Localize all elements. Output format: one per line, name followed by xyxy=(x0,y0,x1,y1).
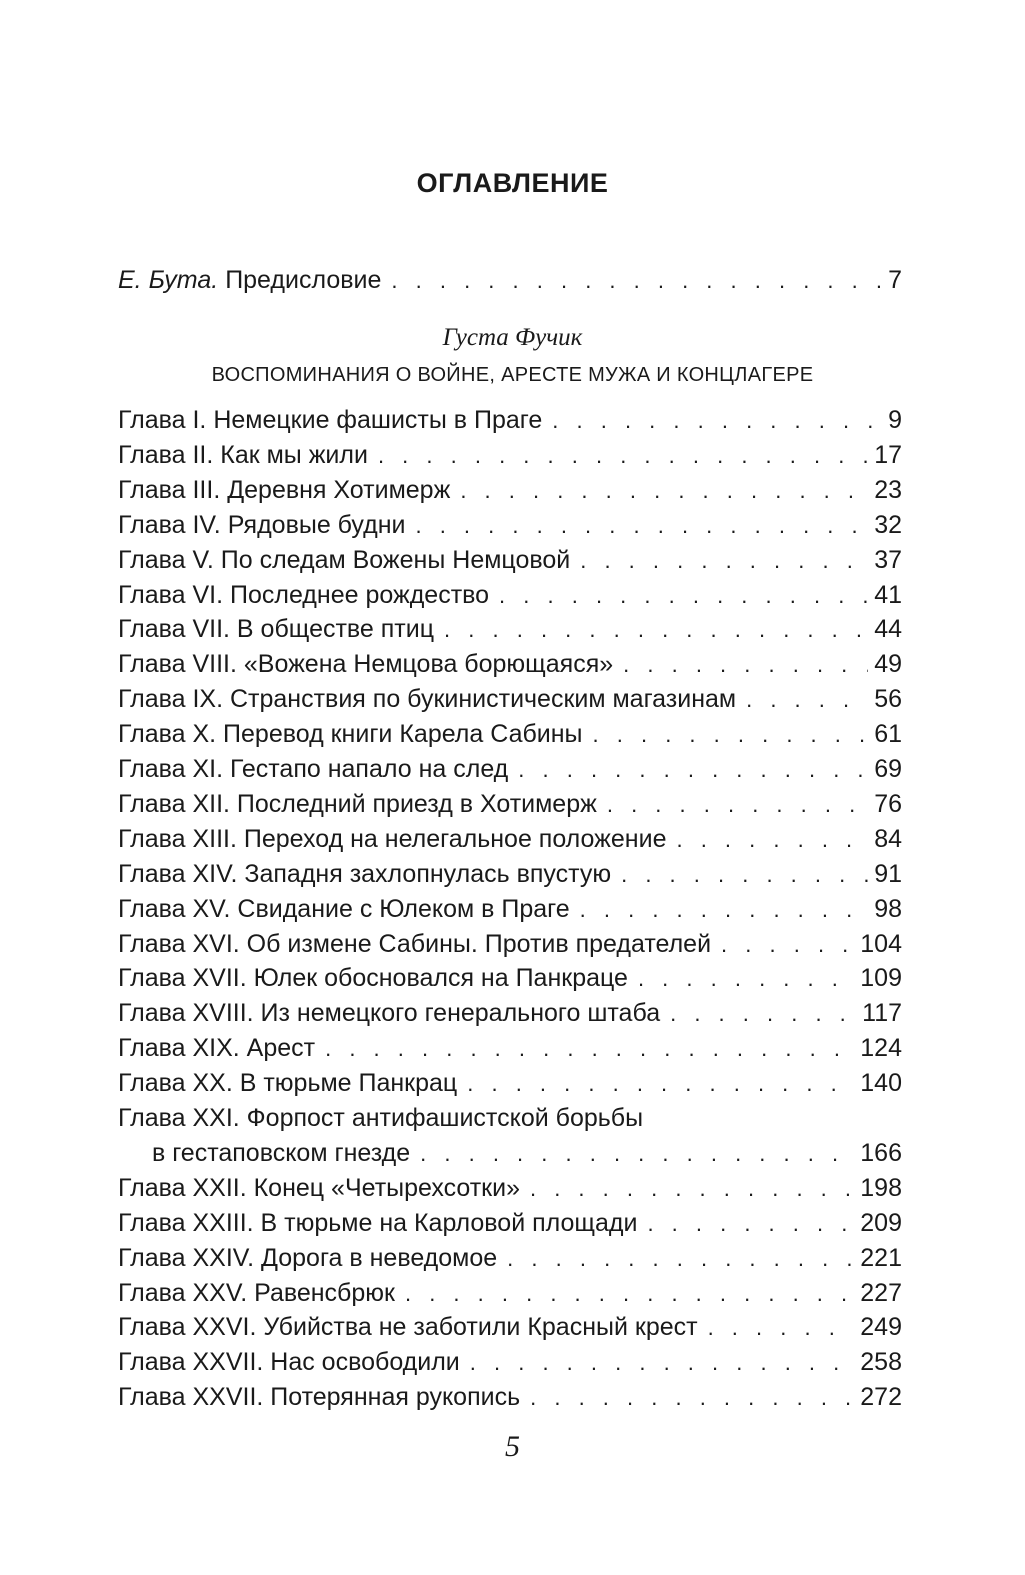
chapter-title-continuation: в гестаповском гнезде xyxy=(152,1138,411,1167)
toc-entry xyxy=(118,1345,902,1379)
toc-entry xyxy=(118,1241,902,1275)
toc-entry xyxy=(118,1031,902,1065)
dot-leader xyxy=(647,1207,854,1240)
page-number: 104 xyxy=(860,929,902,958)
page-number: 23 xyxy=(874,475,902,504)
page-number: 221 xyxy=(860,1243,902,1272)
page-number: 41 xyxy=(874,580,902,609)
toc-entry xyxy=(152,1136,902,1170)
toc-entry xyxy=(118,892,902,926)
chapter-title: Глава XXII. Конец «Четырехсотки» xyxy=(118,1173,520,1202)
page-number: 124 xyxy=(860,1034,902,1063)
page-number: 44 xyxy=(874,615,902,644)
dot-leader xyxy=(420,1137,854,1170)
page-number: 258 xyxy=(860,1348,902,1377)
preface-author: Е. Бута. xyxy=(118,266,219,294)
page-number: 32 xyxy=(874,510,902,539)
toc-entry xyxy=(118,1066,902,1100)
page-number: 7 xyxy=(888,266,902,294)
toc-entry xyxy=(118,1380,902,1414)
chapter-title: Глава XIX. Арест xyxy=(118,1034,316,1063)
toc-entry xyxy=(118,1101,902,1135)
toc-entry xyxy=(118,1276,902,1310)
toc-entry xyxy=(118,717,902,751)
dot-leader xyxy=(391,264,882,297)
dot-leader xyxy=(467,1067,854,1100)
toc-entry xyxy=(118,578,902,612)
chapter-title: Глава XXIII. В тюрьме на Карловой площади xyxy=(118,1208,638,1237)
chapter-title: Глава V. По следам Вожены Немцовой xyxy=(118,545,571,574)
toc-entry-preface xyxy=(118,263,902,297)
toc-entry xyxy=(118,1310,902,1344)
page-number: 37 xyxy=(874,545,902,574)
page-number: 9 xyxy=(888,406,902,434)
toc-entry xyxy=(118,961,902,995)
chapter-title: Глава XXVII. Потерянная рукопись xyxy=(118,1383,521,1412)
section-author: Густа Фучик xyxy=(442,324,583,351)
page-number: 140 xyxy=(860,1069,902,1098)
page-number: 84 xyxy=(874,824,902,853)
chapter-title: Глава XXV. Равенсбрюк xyxy=(118,1278,395,1307)
page-number: 227 xyxy=(860,1278,902,1307)
toc-entry xyxy=(118,682,902,716)
chapter-title: Глава VII. В обществе птиц xyxy=(118,615,435,644)
chapter-title: Глава XXVII. Нас освободили xyxy=(118,1348,460,1377)
chapter-title: Глава XXVI. Убийства не заботили Красный крест xyxy=(118,1313,698,1342)
page-number: 17 xyxy=(874,440,902,469)
section-subtitle: ВОСПОМИНАНИЯ О ВОЙНЕ, АРЕСТЕ МУЖА И КОНЦЛАГЕРЕ xyxy=(211,364,814,386)
folio-page-number: 5 xyxy=(505,1430,520,1463)
chapter-title: Глава XIII. Переход на нелегальное положение xyxy=(118,824,667,853)
page-number: 61 xyxy=(874,720,902,749)
dot-leader xyxy=(470,1346,855,1379)
page-number: 98 xyxy=(874,894,902,923)
chapter-title: Глава XXIV. Дорога в неведомое xyxy=(118,1243,498,1272)
toc-entry xyxy=(118,508,902,542)
page-number: 109 xyxy=(860,964,902,993)
dot-leader xyxy=(580,893,869,926)
dot-leader xyxy=(552,404,882,437)
dot-leader xyxy=(623,648,868,681)
toc-entry xyxy=(118,752,902,786)
chapter-title: Глава X. Перевод книги Карела Сабины xyxy=(118,720,583,749)
dot-leader xyxy=(378,439,868,472)
page-number: 76 xyxy=(874,789,902,818)
chapter-title: Глава XIV. Западня захлопнулась впустую xyxy=(118,859,612,888)
page-number: 49 xyxy=(874,650,902,679)
page-number: 209 xyxy=(860,1208,902,1237)
dot-leader xyxy=(580,544,868,577)
dot-leader xyxy=(530,1381,854,1414)
toc-entry xyxy=(118,612,902,646)
chapter-title: Глава II. Как мы жили xyxy=(118,440,368,469)
dot-leader xyxy=(460,474,868,507)
dot-leader xyxy=(746,683,868,716)
page-number: 56 xyxy=(874,685,902,714)
dot-leader xyxy=(721,928,854,961)
page-number: 117 xyxy=(862,999,902,1028)
page-number: 69 xyxy=(874,755,902,783)
dot-leader xyxy=(593,718,869,751)
chapter-title: Глава III. Деревня Хотимерж xyxy=(118,475,451,504)
toc-entry xyxy=(118,438,902,472)
chapter-title: Глава XVI. Об измене Сабины. Против предателей xyxy=(118,929,712,958)
page-number: 166 xyxy=(860,1138,902,1167)
chapter-title: Глава VI. Последнее рождество xyxy=(118,580,490,609)
chapter-title: Глава IV. Рядовые будни xyxy=(118,510,406,539)
page-number: 91 xyxy=(874,859,902,888)
dot-leader xyxy=(670,997,856,1030)
chapter-title: Глава XX. В тюрьме Панкрац xyxy=(118,1069,458,1098)
chapter-title: Глава IX. Странствия по букинистическим магазинам xyxy=(118,685,737,714)
toc-entry xyxy=(118,403,902,437)
page-number: 272 xyxy=(860,1383,902,1412)
chapter-title: Глава XVIII. Из немецкого генерального штаба xyxy=(118,999,661,1028)
dot-leader xyxy=(325,1032,854,1065)
preface-title: Предисловие xyxy=(225,266,382,294)
toc-entry xyxy=(118,1171,902,1205)
toc-entry xyxy=(118,787,902,821)
chapter-title: Глава VIII. «Вожена Немцова борющаяся» xyxy=(118,650,614,679)
dot-leader xyxy=(607,788,868,821)
dot-leader xyxy=(530,1172,854,1205)
dot-leader xyxy=(444,613,868,646)
dot-leader xyxy=(499,579,868,612)
toc-entry xyxy=(118,647,902,681)
dot-leader xyxy=(621,858,868,891)
chapter-title: Глава XV. Свидание с Юлеком в Праге xyxy=(118,894,570,923)
chapter-title: Глава XI. Гестапо напало на след xyxy=(118,755,509,783)
dot-leader xyxy=(638,962,854,995)
dot-leader xyxy=(518,753,868,786)
toc-entry xyxy=(118,857,902,891)
toc-entry xyxy=(118,927,902,961)
toc-entry xyxy=(118,473,902,507)
dot-leader xyxy=(415,509,868,542)
chapter-title: Глава XVII. Юлек обосновался на Панкраце xyxy=(118,964,628,993)
dot-leader xyxy=(405,1277,854,1310)
dot-leader xyxy=(507,1242,854,1275)
page-title: ОГЛАВЛЕНИЕ xyxy=(416,168,609,198)
chapter-title: Глава I. Немецкие фашисты в Праге xyxy=(118,406,543,434)
chapter-title: Глава XII. Последний приезд в Хотимерж xyxy=(118,789,597,818)
page-number: 249 xyxy=(860,1313,902,1342)
toc-entry xyxy=(118,543,902,577)
page-number: 198 xyxy=(860,1173,902,1202)
toc-entry xyxy=(118,996,902,1030)
dot-leader xyxy=(676,823,868,856)
dot-leader xyxy=(708,1311,855,1344)
toc-entry xyxy=(118,1206,902,1240)
chapter-title: Глава XXI. Форпост антифашистской борьбы xyxy=(118,1104,644,1132)
toc-entry xyxy=(118,822,902,856)
